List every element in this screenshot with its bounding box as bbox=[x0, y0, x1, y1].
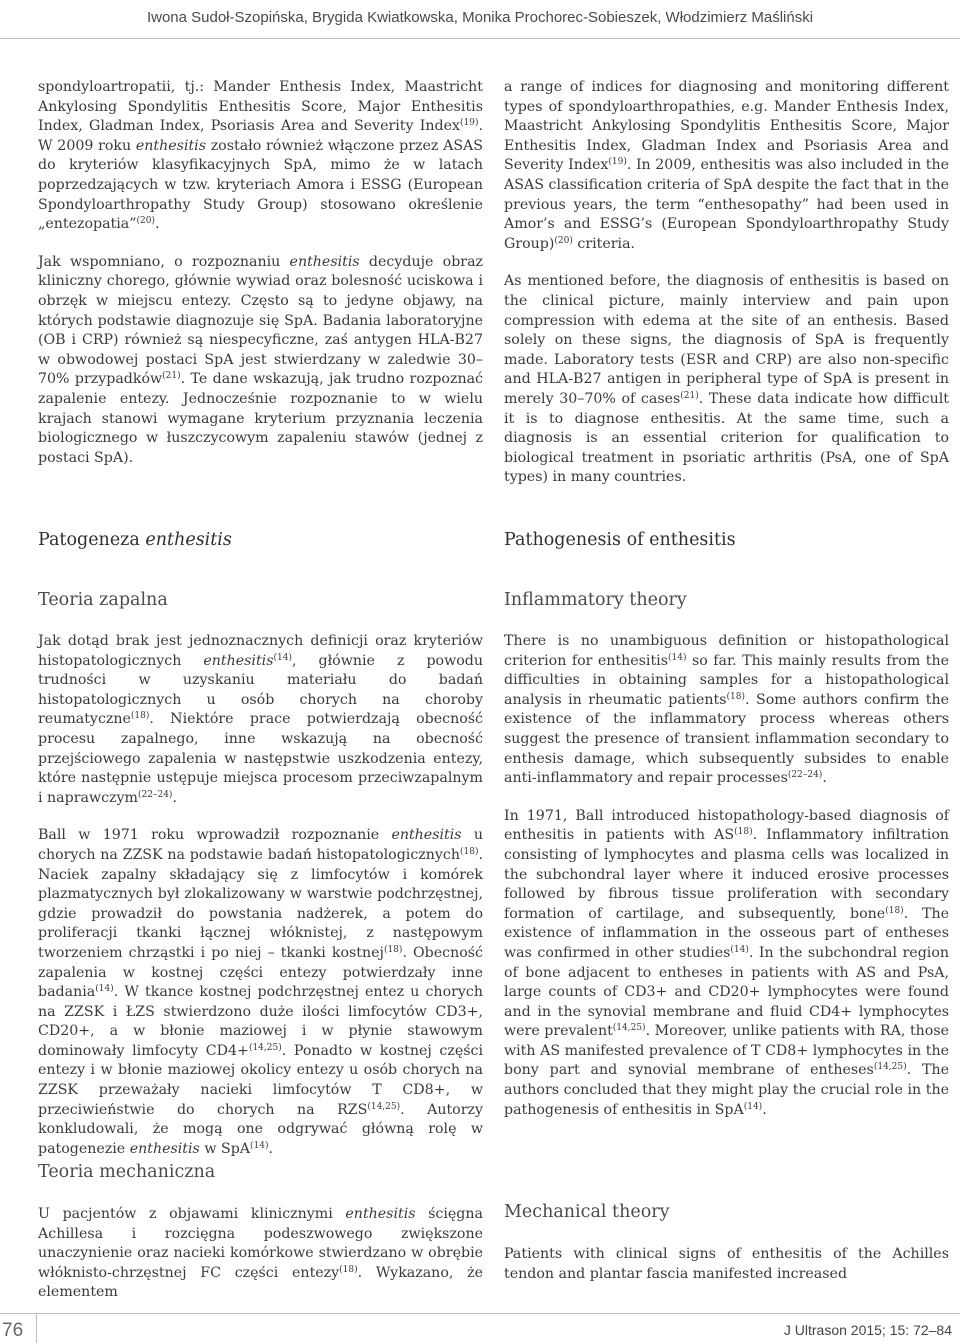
right-paragraph-1: a range of indices for diagnosing and monitoring different types of spondyloarthropathies, e.g. Mander Enthesis Index, Maastricht Ankylosing Spondylitis Enthesitis Score, Major Enthesitis Index, Gladman Index and Psoriasis Area and Severity Index$^{(19)}$. In 2009, enthesitis was also included in the ASAS classification criteria of SpA despite the fact that in the previous years, the term “enthesopathy” had been used in Amor’s and ESSG’s (European Spondyloarthropathy Study Group)$^{(20)}$ criteria. bbox=[504, 79, 949, 252]
right-mechanical-block bbox=[504, 1245, 949, 1305]
footer-page-box bbox=[0, 1318, 30, 1343]
left-paragraph-3: Jak dotąd brak jest jednoznacznych definicji oraz kryteriów histopatologicznych enthesitis$^{(14)}$, głównie z powodu trudności w uzyskaniu materiału do badań histopatologicznych u osób chorych na choroby reumatyczne$^{(18)}$. Niektóre prace potwierdzają obecność procesu zapalnego, inne wskazują na obecność przejściowego zapalenia w następstwie uszkodzenia entezy, które następnie ustępuje miejsca procesom przeciwzapalnym i naprawczym$^{(22-24)}$. bbox=[38, 633, 483, 806]
left-paragraph-1: spondyloartropatii, tj.: Mander Enthesis Index, Maastricht Ankylosing Spondylitis Enthesitis Score, Major Enthesitis Index, Gladman Index, Psoriasis Area and Severity Index$^{(19)}$. W 2009 roku enthesitis zostało również włączone przez ASAS do kryteriów klasyfikacyjnych SpA, mimo że w latach poprzedzających w tzw. kryteriach Amora i ESSG (European Spondyloarthropathy Study Group) stosowano określenie „entezopatia”$^{(20)}$. bbox=[38, 79, 484, 233]
right-intro-block bbox=[504, 78, 949, 498]
right-paragraph-2: As mentioned before, the diagnosis of enthesitis is based on the clinical picture, mainly interview and pain upon compression with edema at the site of an enthesis. Based solely on these signs, the diagnosis of SpA is frequently made. Laboratory tests (ESR and CRP) are also non-specific and HLA-B27 antigen in peripheral type of SpA is present in merely 30–70% of cases$^{(21)}$. These data indicate how difficult it is to diagnose enthesitis. At the same time, such a diagnosis is an essential criterion for qualification to biological treatment in psoriatic arthritis (PsA, one of SpA types) in many countries. bbox=[504, 273, 949, 486]
left-heading-mechanical: Teoria mechaniczna bbox=[38, 1162, 216, 1182]
right-inflammatory-block bbox=[504, 632, 949, 1172]
left-heading-pathogenesis: Patogeneza enthesitis bbox=[38, 530, 232, 550]
left-intro-block bbox=[38, 78, 483, 498]
left-heading-inflammatory: Teoria zapalna bbox=[38, 590, 168, 610]
left-mechanical-block bbox=[38, 1205, 483, 1305]
left-paragraph-5: U pacjentów z objawami klinicznymi enthesitis ścięgna Achillesa i rozcięgna podeszwowego zwiększone unaczynienie oraz nacieki komórkowe stwierdzano w obrębie włóknisto-chrzęstnej FC części entezy$^{(18)}$. Wykazano, że elementem bbox=[38, 1206, 483, 1301]
left-paragraph-4: Ball w 1971 roku wprowadził rozpoznanie enthesitis u chorych na ZZSK na podstawie badań histopatologicznych$^{(18)}$. Naciek zapalny składający się z limfocytów i komórek plazmatycznych był zlokalizowany w warstwie podchrzęstnej, gdzie prowadził do powstania nadżerek, a potem do proliferacji tkanki łącznej włóknistej, z następowym tworzeniem chrząstki i po niej – tkanki kostnej$^{(18)}$. Obecność zapalenia w kostnej części entezy potwierdzały inne badania$^{(14)}$. W tkance kostnej podchrzęstnej entez u chorych na ZZSK i ŁZS stwierdzono duże ilości limfocytów CD3+, CD20+, a w błonie maziowej i w płynie stawowym dominowały limfocyty CD4+$^{(14,25)}$. Ponadto w kostnej części entezy i w błonie maziowej okolicy entezy u osób chorych na ZZSK przeważały nacieki limfocytów T CD8+, w przeciwieństwie do chorych na RZS$^{(14,25)}$. Autorzy konkludowali, że mogą one odgrywać główną rolę w patogenezie enthesitis w SpA$^{(14)}$. bbox=[38, 827, 484, 1157]
journal-citation: J Ultrason 2015; 15: 72–84 bbox=[783, 1322, 952, 1338]
left-paragraph-2: Jak wspomniano, o rozpoznaniu enthesitis decyduje obraz kliniczny chorego, głównie wywiad oraz bolesność uciskowa i obrzęk w miejscu entezy. Często są to jedyne objawy, na których podstawie diagnozuje się SpA. Badania laboratoryjne (OB i CRP) również są niespecyficzne, zaś antygen HLA-B27 w obwodowej postaci SpA jest stwierdzany w zaledwie 30–70% przypadków$^{(21)}$. Te dane wskazują, jak trudno rozpoznać zapalenie entezy. Jednocześnie rozpoznanie to w wielu krajach stanowi wymagane kryterium przyznania leczenia biologicznego w łuszczycowym zapaleniu stawów (jednej z postaci SpA). bbox=[38, 253, 484, 466]
right-paragraph-5: Patients with clinical signs of enthesitis of the Achilles tendon and plantar fascia manifested increased bbox=[504, 1246, 949, 1282]
footer-rule bbox=[0, 1313, 960, 1314]
page-number: 76 bbox=[2, 1320, 24, 1341]
right-paragraph-3: There is no unambiguous definition or histopathological criterion for enthesitis$^{(14)}$ so far. This mainly results from the difficulties in obtaining samples for a histopathological analysis in rheumatic patients$^{(18)}$. Some authors confirm the existence of the inflammatory process whereas others suggest the presence of transient inflammation secondary to enthesis damage, which subsequently subsides to enable anti-inflammatory and repair processes$^{(22-24)}$. bbox=[504, 633, 949, 787]
left-inflammatory-block bbox=[38, 632, 484, 1157]
footer-divider bbox=[36, 1313, 37, 1343]
right-paragraph-4: In 1971, Ball introduced histopathology-based diagnosis of enthesitis in patients with AS$^{(18)}$. Inflammatory infiltration consisting of lymphocytes and plasma cells was localized in the subchondral layer where it induced erosive processes followed by fibrous tissue proliferation with secondary formation of cartilage, and subsequently, bone$^{(18)}$. The existence of inflammation in the osseous part of entheses was confirmed in other studies$^{(14)}$. In the subchondral region of bone adjacent to entheses in patients with AS and PsA, large counts of CD3+ and CD20+ lymphocytes were found and in the synovial membrane and fluid CD4+ lymphocytes were prevalent$^{(14,25)}$. Moreover, unlike patients with RA, those with AS manifested prevalence of T CD8+ lymphocytes in the bony part and synovial membrane of entheses$^{(14,25)}$. The authors concluded that they might play the crucial role in the pathogenesis of enthesitis in SpA$^{(14)}$. bbox=[504, 807, 950, 1118]
running-header bbox=[0, 0, 960, 36]
header-rule bbox=[0, 38, 960, 39]
header-authors: Iwona Sudoł-Szopińska, Brygida Kwiatkowska, Monika Prochorec-Sobieszek, Włodzimierz Maśliński bbox=[146, 9, 814, 26]
right-heading-mechanical: Mechanical theory bbox=[504, 1202, 670, 1222]
right-heading-inflammatory: Inflammatory theory bbox=[504, 590, 687, 610]
right-heading-pathogenesis: Pathogenesis of enthesitis bbox=[504, 530, 736, 550]
